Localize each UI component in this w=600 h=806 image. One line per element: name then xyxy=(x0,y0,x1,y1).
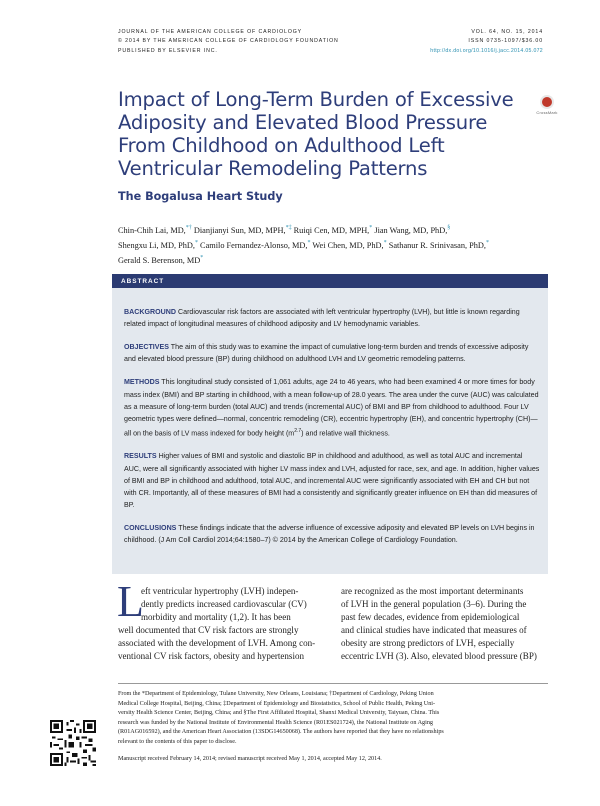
author-name[interactable]: Jian Wang, MD, PhD, xyxy=(372,225,448,235)
body-line: past few decades, evidence from epidemiological xyxy=(341,612,520,623)
article-subtitle: The Bogalusa Heart Study xyxy=(118,190,283,203)
body-line: of LVH in the general population (3–6). During the xyxy=(341,599,527,610)
affiliation-mark: * xyxy=(307,239,311,246)
section-label: METHODS xyxy=(124,378,160,387)
superscript: 2.7 xyxy=(294,428,302,435)
abstract-objectives xyxy=(124,341,540,365)
footnote-line: relevant to the contents of this paper to disclose. xyxy=(118,738,237,745)
crossmark-icon xyxy=(540,95,554,109)
qr-code-icon[interactable] xyxy=(50,720,96,766)
section-label: RESULTS xyxy=(124,452,157,461)
body-line: obesity are strong predictors of LVH, especially xyxy=(341,638,515,649)
affiliations-footnote xyxy=(118,690,538,747)
footnote-line: From the *Department of Epidemiology, Tulane University, New Orleans, Louisiana; †Department of Cardiology, Peking Union xyxy=(118,691,434,697)
abstract-background xyxy=(124,306,540,330)
section-text: These findings indicate that the adverse influence of excessive adiposity and elevated BP levels on LVH begins in childhood. xyxy=(124,524,535,545)
footnote-line: versity Health Science Center, Beijing, China; and §The First Affiliated Hospital, Shanxi Medical University, Taiyuan, China. This xyxy=(118,710,440,716)
author-name[interactable]: Dianjianyi Sun, MD, MPH, xyxy=(191,225,286,235)
issn-line: ISSN 0735-1097/$36.00 xyxy=(468,38,543,45)
title-line: Ventricular Remodeling Patterns xyxy=(118,157,428,180)
footnote-divider xyxy=(118,683,548,684)
drop-cap: L xyxy=(117,577,144,626)
running-header-left xyxy=(118,28,339,56)
author-line xyxy=(118,252,538,267)
title-line: Impact of Long-Term Burden of Excessive xyxy=(118,88,514,111)
body-line: ventional CV risk factors, obesity and hypertension xyxy=(118,651,305,662)
affiliation-mark: * xyxy=(485,239,489,246)
section-label: CONCLUSIONS xyxy=(124,524,177,533)
copyright-line: © 2014 BY THE AMERICAN COLLEGE OF CARDIOLOGY FOUNDATION xyxy=(118,38,339,45)
abstract-conclusions xyxy=(124,522,540,546)
body-line: morbidity and mortality (1,2). It has been xyxy=(141,612,291,623)
body-line: eft ventricular hypertrophy (LVH) indepen- xyxy=(141,586,299,596)
affiliation-mark: * xyxy=(369,225,373,231)
body-line: and clinical studies have indicated that measures of xyxy=(341,625,527,636)
section-text: This longitudinal study consisted of 1,061 adults, age 24 to 46 years, who had been examined 4 or more times for body mass index (BMI) and BP starting in childhood, with a mean follow-up of 28.0 years. The area under the curve (AUC) was calculated as a measure of long-term burden (total AUC) and trends (incremental AUC) of BMI and BP from childhood to adulthood. Four LV geometric types were defined—normal, concentric remodeling (CR), eccentric hypertrophy (EH), and concentric hypertrophy (CH)—all on the basis of LV mass indexed for body height (m xyxy=(124,378,539,438)
author-name[interactable]: Wei Chen, MD, PhD, xyxy=(310,240,384,250)
abstract-header xyxy=(112,274,548,288)
author-line xyxy=(118,237,538,252)
abstract-body xyxy=(124,306,540,557)
author-name[interactable]: Chin-Chih Lai, MD, xyxy=(118,225,186,235)
affiliation-mark: * xyxy=(194,239,198,246)
crossmark-label: CrossMark xyxy=(536,110,558,115)
author-name[interactable]: Sathanur R. Srinivasan, PhD, xyxy=(386,240,486,250)
section-text: The aim of this study was to examine the impact of cumulative long-term burden and trends of excessive adiposity and elevated blood pressure (BP) during childhood on adulthood LVH and LV geometric remodeling patterns. xyxy=(124,343,529,364)
running-header-right xyxy=(430,28,543,56)
footnote-line: (R01AG016592), and the American Heart Association (13SDG14650068). The authors have reported that they have no relationships xyxy=(118,729,444,735)
section-label: BACKGROUND xyxy=(124,308,177,316)
title-line: Adiposity and Elevated Blood Pressure xyxy=(118,111,488,134)
abstract-results xyxy=(124,450,540,511)
crossmark-badge[interactable] xyxy=(536,95,558,115)
affiliation-mark: *‡ xyxy=(285,225,292,231)
volume-line: VOL. 64, NO. 15, 2014 xyxy=(471,29,543,35)
doi-link[interactable]: http://dx.doi.org/10.1016/j.jacc.2014.05.072 xyxy=(430,47,543,54)
journal-name: JOURNAL OF THE AMERICAN COLLEGE OF CARDIOLOGY xyxy=(118,29,303,35)
body-column-right xyxy=(341,585,550,664)
body-line: are recognized as the most important determinants xyxy=(341,586,524,596)
body-column-left xyxy=(118,585,327,664)
section-label: OBJECTIVES xyxy=(124,343,169,352)
author-line xyxy=(118,222,538,237)
author-name[interactable]: Shengxu Li, MD, PhD, xyxy=(118,240,195,250)
affiliation-mark: * xyxy=(200,254,204,261)
body-line: well documented that CV risk factors are strongly xyxy=(118,625,299,636)
section-text: ) and relative wall thickness. xyxy=(301,429,390,438)
affiliation-mark: * xyxy=(383,239,387,246)
section-text: Higher values of BMI and systolic and diastolic BP in childhood and adulthood, as well as total AUC and incremental AUC, were all significantly associated with higher LV mass index and LVH, adjusted for race, sex, and age. In addition, higher values of BMI and BP in childhood and adulthood, total AUC, and incremental AUC were significantly associated with EH and CH but not with CR. Importantly, all of these measures of BMI had a consistently and significantly greater influence on EH than did measures of BP. xyxy=(124,452,540,510)
author-name[interactable]: Gerald S. Berenson, MD xyxy=(118,255,201,265)
author-list xyxy=(118,222,538,266)
publisher-line: PUBLISHED BY ELSEVIER INC. xyxy=(118,47,218,54)
section-text: Cardiovascular risk factors are associated with left ventricular hypertrophy (LVH), but little is known regarding related impact of longitudinal measures of childhood adiposity and LV hemodynamic variables. xyxy=(124,308,520,329)
affiliation-mark: *† xyxy=(185,225,192,231)
body-line: associated with the development of LVH. Among con- xyxy=(118,638,316,649)
abstract-heading: ABSTRACT xyxy=(121,277,165,285)
affiliation-mark: § xyxy=(447,225,451,231)
abstract-methods xyxy=(124,376,540,439)
footnote-line: research was funded by the National Institute of Environmental Health Science (R01ES021724), the National Institute on Aging xyxy=(118,719,433,726)
citation: (J Am Coll Cardiol 2014;64:1580–7) © 2014 by the American College of Cardiology Foundation. xyxy=(156,536,458,545)
body-line: dently predicts increased cardiovascular (CV) xyxy=(141,599,307,610)
title-line: From Childhood on Adulthood Left xyxy=(118,134,445,157)
footnote-line: Medical College Hospital, Beijing, China; ‡Department of Epidemiology and Biostatistics, School of Public Health, Peking Uni- xyxy=(118,700,436,707)
received-dates: Manuscript received February 14, 2014; revised manuscript received May 1, 2014, accepted May 12, 2014. xyxy=(118,756,382,762)
body-line: eccentric LVH (3). Also, elevated blood pressure (BP) xyxy=(341,651,537,662)
article-title xyxy=(118,88,528,180)
author-name[interactable]: Camilo Fernandez-Alonso, MD, xyxy=(197,240,308,250)
author-name[interactable]: Ruiqi Cen, MD, MPH, xyxy=(291,225,370,235)
